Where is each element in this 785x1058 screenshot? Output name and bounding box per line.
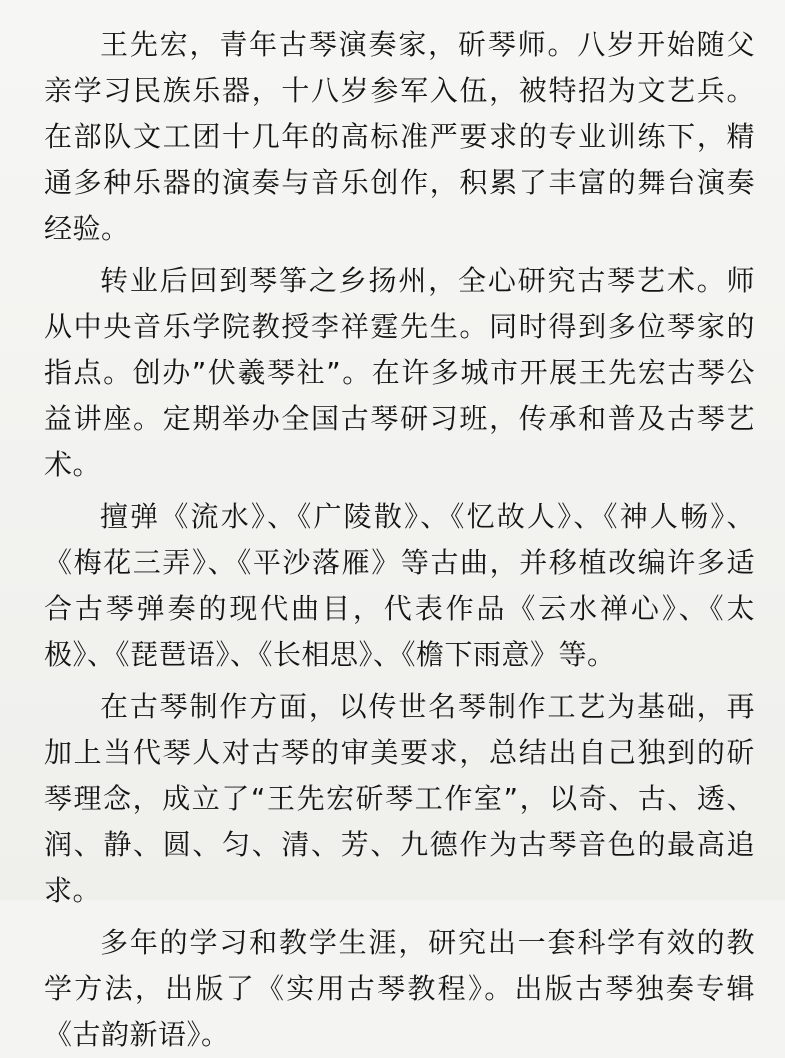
paragraph-repertoire: 擅弹《流水》、《广陵散》、《忆故人》、《神人畅》、《梅花三弄》、《平沙落雁》等古曲，并移植改编许多适合古琴弹奏的现代曲目，代表作品《云水禅心》、《太极》、《琵琶语》、《长相思》、《檐下雨意》等。 [44,500,755,671]
paragraph-instrument-making: 在古琴制作方面，以传世名琴制作工艺为基础，再加上当代琴人对古琴的审美要求，总结出自己独到的斫琴理念，成立了“王先宏斫琴工作室”，以奇、古、透、润、静、圆、匀、清、芳、九德作为古琴音色的最高追求。 [44,690,755,907]
paragraph-teaching-publications: 多年的学习和教学生涯，研究出一套科学有效的教学方法，出版了《实用古琴教程》。出版古琴独奏专辑《古韵新语》。 [44,926,755,1051]
paragraph-guqin-study: 转业后回到琴筝之乡扬州，全心研究古琴艺术。师从中央音乐学院教授李祥霆先生。同时得到多位琴家的指点。创办”伏羲琴社”。在许多城市开展王先宏古琴公益讲座。定期举办全国古琴研习班，传承和普及古琴艺术。 [44,264,755,481]
paragraph-biography-intro: 王先宏，青年古琴演奏家，斫琴师。八岁开始随父亲学习民族乐器，十八岁参军入伍，被特招为文艺兵。在部队文工团十几年的高标准严要求的专业训练下，精通多种乐器的演奏与音乐创作，积累了丰富的舞台演奏经验。 [44,28,755,245]
